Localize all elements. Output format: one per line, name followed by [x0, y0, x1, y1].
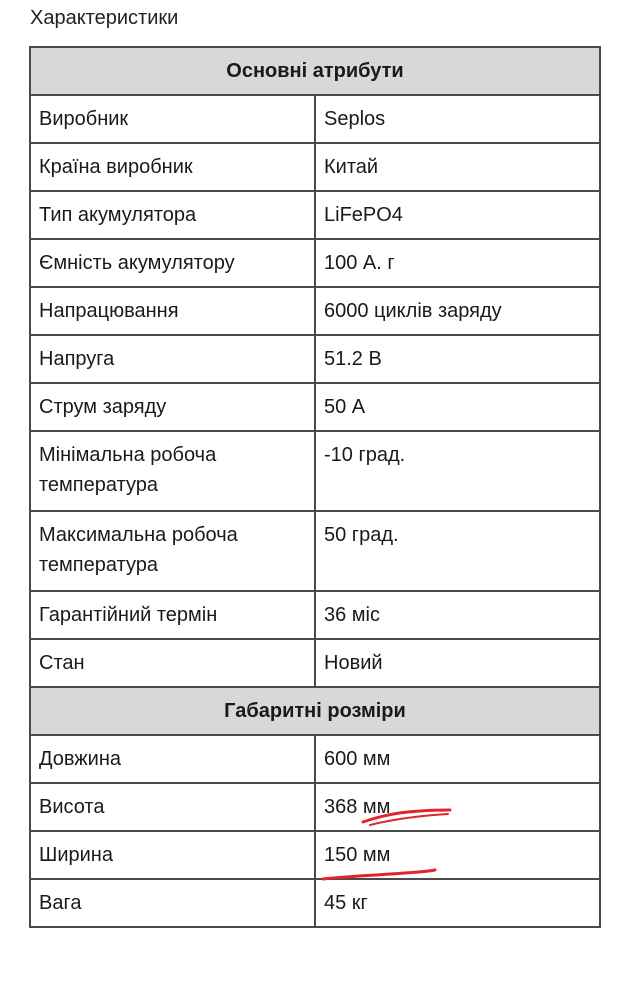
table-row [30, 239, 600, 287]
table-row [30, 879, 600, 927]
table-row [30, 431, 600, 511]
attribute-value: 36 міс [315, 591, 600, 639]
table-row [30, 95, 600, 143]
attribute-value: Seplos [315, 95, 600, 143]
table-row [30, 335, 600, 383]
attribute-label: Максимальна робоча температура [30, 511, 315, 591]
attribute-value: Новий [315, 639, 600, 687]
table-row [30, 735, 600, 783]
attribute-label: Довжина [30, 735, 315, 783]
attribute-label: Напрацювання [30, 287, 315, 335]
attribute-label: Напруга [30, 335, 315, 383]
section-header-dimensions [30, 687, 600, 735]
attribute-label: Стан [30, 639, 315, 687]
attribute-value: 50 А [315, 383, 600, 431]
attribute-value: 50 град. [315, 511, 600, 591]
attribute-value: -10 град. [315, 431, 600, 511]
table-row [30, 191, 600, 239]
attribute-value: 100 А. г [315, 239, 600, 287]
table-row [30, 783, 600, 831]
attribute-value: 6000 циклів заряду [315, 287, 600, 335]
attribute-value: 45 кг [315, 879, 600, 927]
attribute-label: Мінімальна робоча температура [30, 431, 315, 511]
attribute-label: Струм заряду [30, 383, 315, 431]
table-row [30, 143, 600, 191]
table-row [30, 639, 600, 687]
table-row [30, 287, 600, 335]
attribute-label: Ємність акумулятору [30, 239, 315, 287]
attribute-label: Виробник [30, 95, 315, 143]
attribute-label: Тип акумулятора [30, 191, 315, 239]
table-row [30, 591, 600, 639]
attribute-value: 51.2 В [315, 335, 600, 383]
attribute-label: Вага [30, 879, 315, 927]
attribute-value: 600 мм [315, 735, 600, 783]
attribute-label: Гарантійний термін [30, 591, 315, 639]
table-row [30, 511, 600, 591]
attribute-value: LiFePO4 [315, 191, 600, 239]
specs-table [29, 46, 601, 928]
section-heading: Габаритні розміри [30, 687, 600, 735]
attribute-value: Китай [315, 143, 600, 191]
table-row [30, 383, 600, 431]
section-heading: Основні атрибути [30, 47, 600, 95]
table-row [30, 831, 600, 879]
attribute-label: Країна виробник [30, 143, 315, 191]
attribute-value: 150 мм [315, 831, 600, 879]
section-header-main [30, 47, 600, 95]
page-title: Характеристики [30, 7, 179, 29]
attribute-value: 368 мм [315, 783, 600, 831]
attribute-label: Висота [30, 783, 315, 831]
attribute-label: Ширина [30, 831, 315, 879]
